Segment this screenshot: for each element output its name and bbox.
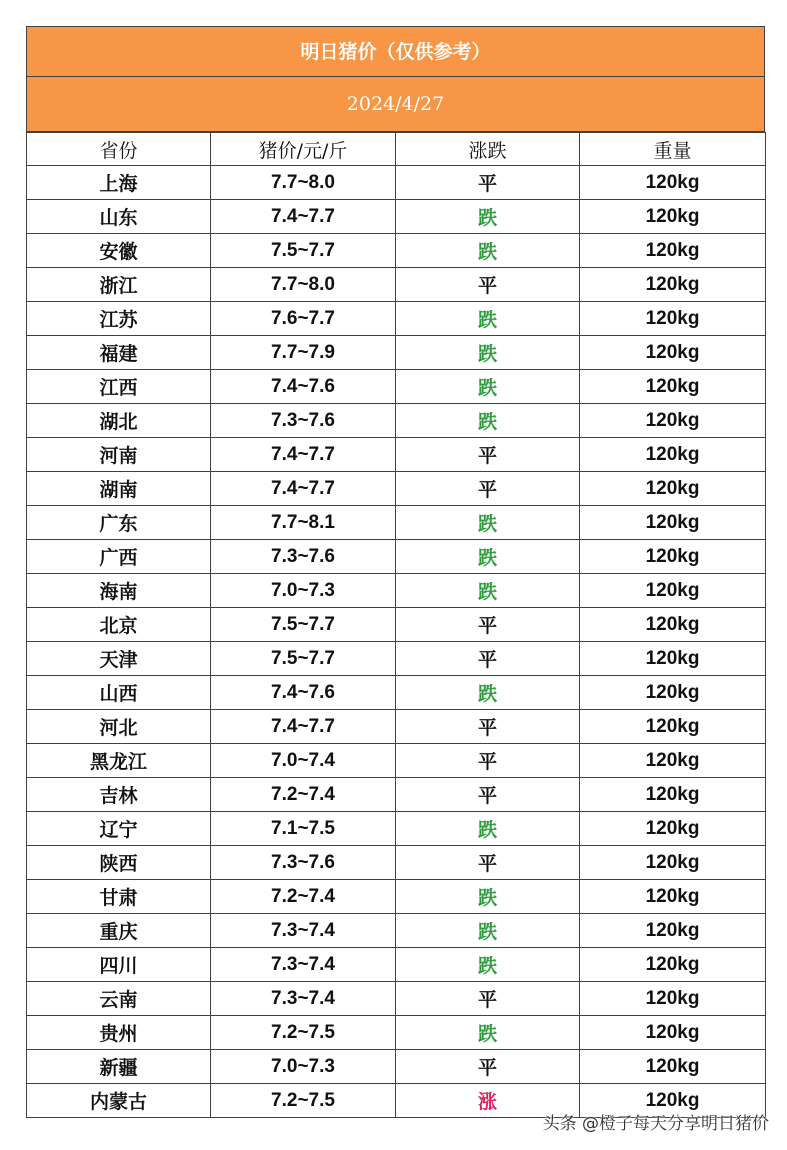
table-row [27, 574, 766, 608]
table-row [27, 506, 766, 540]
province-cell: 北京 [27, 608, 211, 642]
price-cell: 7.2~7.5 [211, 1016, 396, 1050]
change-cell: 跌 [396, 914, 580, 948]
province-cell: 海南 [27, 574, 211, 608]
price-cell: 7.3~7.6 [211, 404, 396, 438]
price-cell: 7.2~7.5 [211, 1084, 396, 1118]
header-row [27, 133, 766, 166]
province-cell: 黑龙江 [27, 744, 211, 778]
change-cell: 平 [396, 472, 580, 506]
province-cell: 贵州 [27, 1016, 211, 1050]
province-cell: 浙江 [27, 268, 211, 302]
table-row [27, 336, 766, 370]
header-weight: 重量 [580, 133, 766, 166]
province-cell: 广西 [27, 540, 211, 574]
price-cell: 7.3~7.4 [211, 948, 396, 982]
province-cell: 湖南 [27, 472, 211, 506]
change-cell: 平 [396, 778, 580, 812]
province-cell: 陕西 [27, 846, 211, 880]
weight-cell: 120kg [580, 166, 766, 200]
weight-cell: 120kg [580, 200, 766, 234]
province-cell: 辽宁 [27, 812, 211, 846]
price-cell: 7.4~7.7 [211, 200, 396, 234]
province-cell: 云南 [27, 982, 211, 1016]
price-cell: 7.2~7.4 [211, 880, 396, 914]
weight-cell: 120kg [580, 234, 766, 268]
change-cell: 平 [396, 1050, 580, 1084]
province-cell: 江苏 [27, 302, 211, 336]
weight-cell: 120kg [580, 880, 766, 914]
province-cell: 江西 [27, 370, 211, 404]
table-row [27, 438, 766, 472]
change-cell: 跌 [396, 948, 580, 982]
table-row [27, 812, 766, 846]
price-cell: 7.3~7.6 [211, 846, 396, 880]
table-row [27, 982, 766, 1016]
weight-cell: 120kg [580, 370, 766, 404]
table-row [27, 268, 766, 302]
province-cell: 内蒙古 [27, 1084, 211, 1118]
province-cell: 天津 [27, 642, 211, 676]
province-cell: 河北 [27, 710, 211, 744]
weight-cell: 120kg [580, 948, 766, 982]
table-row [27, 200, 766, 234]
price-cell: 7.6~7.7 [211, 302, 396, 336]
table-row [27, 778, 766, 812]
weight-cell: 120kg [580, 540, 766, 574]
weight-cell: 120kg [580, 438, 766, 472]
weight-cell: 120kg [580, 404, 766, 438]
change-cell: 跌 [396, 1016, 580, 1050]
change-cell: 跌 [396, 200, 580, 234]
price-cell: 7.1~7.5 [211, 812, 396, 846]
price-cell: 7.0~7.3 [211, 1050, 396, 1084]
weight-cell: 120kg [580, 642, 766, 676]
weight-cell: 120kg [580, 302, 766, 336]
change-cell: 平 [396, 166, 580, 200]
price-cell: 7.4~7.7 [211, 710, 396, 744]
weight-cell: 120kg [580, 812, 766, 846]
price-cell: 7.7~8.1 [211, 506, 396, 540]
table-title: 明日猪价（仅供参考） [26, 26, 765, 77]
change-cell: 平 [396, 982, 580, 1016]
price-cell: 7.7~7.9 [211, 336, 396, 370]
change-cell: 平 [396, 744, 580, 778]
weight-cell: 120kg [580, 608, 766, 642]
price-cell: 7.2~7.4 [211, 778, 396, 812]
province-cell: 山西 [27, 676, 211, 710]
province-cell: 上海 [27, 166, 211, 200]
change-cell: 平 [396, 846, 580, 880]
price-cell: 7.7~8.0 [211, 166, 396, 200]
weight-cell: 120kg [580, 574, 766, 608]
header-price: 猪价/元/斤 [211, 133, 396, 166]
weight-cell: 120kg [580, 778, 766, 812]
change-cell: 跌 [396, 370, 580, 404]
weight-cell: 120kg [580, 1016, 766, 1050]
price-cell: 7.3~7.6 [211, 540, 396, 574]
watermark: 头条 @橙子每天分享明日猪价 [542, 1114, 769, 1134]
table-row [27, 404, 766, 438]
change-cell: 平 [396, 268, 580, 302]
province-cell: 重庆 [27, 914, 211, 948]
table-row [27, 744, 766, 778]
weight-cell: 120kg [580, 1084, 766, 1118]
header-change: 涨跌 [396, 133, 580, 166]
table-row [27, 472, 766, 506]
change-cell: 跌 [396, 676, 580, 710]
province-cell: 新疆 [27, 1050, 211, 1084]
change-cell: 跌 [396, 540, 580, 574]
price-cell: 7.4~7.7 [211, 472, 396, 506]
change-cell: 跌 [396, 880, 580, 914]
weight-cell: 120kg [580, 744, 766, 778]
price-cell: 7.5~7.7 [211, 234, 396, 268]
weight-cell: 120kg [580, 472, 766, 506]
change-cell: 平 [396, 710, 580, 744]
price-cell: 7.4~7.6 [211, 370, 396, 404]
weight-cell: 120kg [580, 982, 766, 1016]
price-cell: 7.0~7.4 [211, 744, 396, 778]
weight-cell: 120kg [580, 1050, 766, 1084]
table-row [27, 1016, 766, 1050]
table-row [27, 948, 766, 982]
weight-cell: 120kg [580, 506, 766, 540]
price-cell: 7.3~7.4 [211, 914, 396, 948]
change-cell: 跌 [396, 302, 580, 336]
change-cell: 平 [396, 438, 580, 472]
price-cell: 7.4~7.6 [211, 676, 396, 710]
price-cell: 7.7~8.0 [211, 268, 396, 302]
price-sheet [26, 26, 765, 1118]
change-cell: 跌 [396, 574, 580, 608]
province-cell: 湖北 [27, 404, 211, 438]
table-row [27, 914, 766, 948]
province-cell: 四川 [27, 948, 211, 982]
weight-cell: 120kg [580, 846, 766, 880]
price-cell: 7.4~7.7 [211, 438, 396, 472]
weight-cell: 120kg [580, 914, 766, 948]
weight-cell: 120kg [580, 336, 766, 370]
table-date: 2024/4/27 [26, 77, 765, 132]
province-cell: 广东 [27, 506, 211, 540]
table-row [27, 370, 766, 404]
table-row [27, 302, 766, 336]
table-row [27, 234, 766, 268]
change-cell: 跌 [396, 812, 580, 846]
weight-cell: 120kg [580, 268, 766, 302]
price-cell: 7.0~7.3 [211, 574, 396, 608]
table-row [27, 1050, 766, 1084]
province-cell: 山东 [27, 200, 211, 234]
price-cell: 7.3~7.4 [211, 982, 396, 1016]
change-cell: 涨 [396, 1084, 580, 1118]
price-table [26, 132, 766, 1118]
weight-cell: 120kg [580, 710, 766, 744]
table-row [27, 540, 766, 574]
price-cell: 7.5~7.7 [211, 642, 396, 676]
table-row [27, 676, 766, 710]
province-cell: 甘肃 [27, 880, 211, 914]
table-row [27, 642, 766, 676]
change-cell: 平 [396, 642, 580, 676]
province-cell: 河南 [27, 438, 211, 472]
table-row [27, 846, 766, 880]
province-cell: 福建 [27, 336, 211, 370]
change-cell: 跌 [396, 234, 580, 268]
price-cell: 7.5~7.7 [211, 608, 396, 642]
change-cell: 跌 [396, 506, 580, 540]
weight-cell: 120kg [580, 676, 766, 710]
table-row [27, 880, 766, 914]
province-cell: 吉林 [27, 778, 211, 812]
change-cell: 跌 [396, 404, 580, 438]
table-row [27, 166, 766, 200]
change-cell: 平 [396, 608, 580, 642]
table-row [27, 710, 766, 744]
table-body [27, 166, 766, 1118]
province-cell: 安徽 [27, 234, 211, 268]
change-cell: 跌 [396, 336, 580, 370]
table-row [27, 608, 766, 642]
header-province: 省份 [27, 133, 211, 166]
